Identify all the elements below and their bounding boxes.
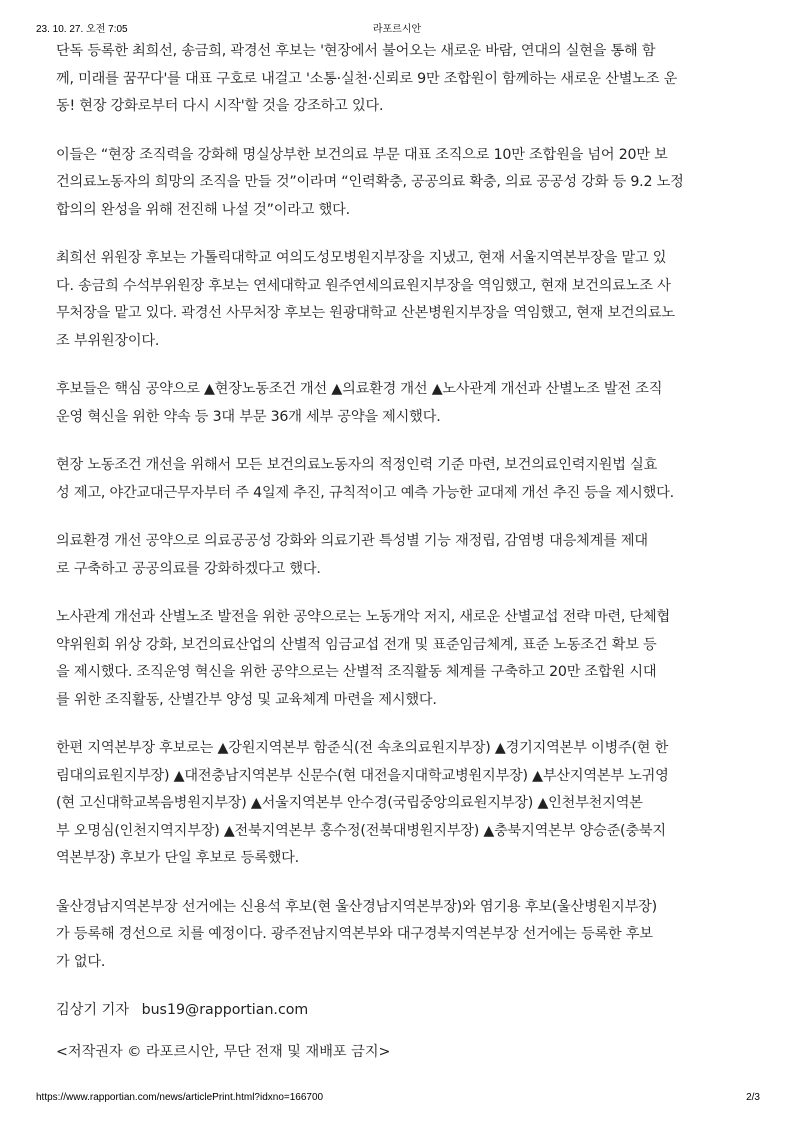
article-paragraph: [56, 735, 746, 873]
paragraph-line: 가 등록해 경선으로 치를 예정이다. 광주전남지역본부와 대구경북지역본부장 선거에는 등록한 후보: [56, 926, 653, 942]
author-name: 김상기 기자: [56, 1002, 130, 1018]
article-paragraph: [56, 528, 746, 583]
paragraph-line: 운영 혁신을 위한 약속 등 3대 부문 36개 세부 공약을 제시했다.: [56, 408, 441, 425]
paragraph-line: 조 부위원장이다.: [56, 332, 160, 349]
article-paragraph: [56, 142, 746, 225]
print-url: https://www.rapportian.com/news/articlePrint.html?idxno=166700: [36, 1092, 324, 1103]
article-paragraph: [56, 452, 746, 507]
paragraph-line: 부 오명심(인천지역지부장) ▲전북지역본부 홍수정(전북대병원지부장) ▲충북지역본부 양승준(충북지: [56, 822, 666, 839]
paragraph-line: 동! 현장 강화로부터 다시 시작'할 것을 강조하고 있다.: [56, 98, 384, 114]
paragraph-line: 건의료노동자의 희망의 조직을 만들 것”이라며 “인력확충, 공공의료 확충, 의료 공공성 강화 등 9.2 노정: [56, 174, 684, 190]
article-paragraph: [56, 245, 746, 355]
print-date: 23. 10. 27. 오전 7:05: [36, 24, 128, 35]
print-header: [0, 20, 794, 36]
paragraph-line: 현장 노동조건 개선을 위해서 모든 보건의료노동자의 적정인력 기준 마련, 보건의료인력지원법 실효: [56, 457, 658, 473]
paragraph-line: 께, 미래를 꿈꾸다'를 대표 구호로 내걸고 '소통·실천·신뢰로 9만 조합원이 함께하는 새로운 산별노조 운: [56, 70, 678, 87]
paragraph-line: 단독 등록한 최희선, 송금희, 곽경선 후보는 '현장에서 불어오는 새로운 바람, 연대의 실현을 통해 함: [56, 43, 656, 59]
print-footer: [0, 1092, 794, 1108]
copyright-notice: <저작권자 © 라포르시안, 무단 전재 및 재배포 금지>: [56, 1043, 391, 1060]
paragraph-line: 합의의 완성을 위해 전진해 나설 것”이라고 했다.: [56, 201, 350, 218]
paragraph-line: 림대의료원지부장) ▲대전충남지역본부 신문수(현 대전을지대학교병원지부장) ▲부산지역본부 노귀영: [56, 767, 669, 784]
paragraph-line: 을 제시했다. 조직운영 혁신을 위한 공약으로는 산별적 조직활동 체계를 구축하고 20만 조합원 시대: [56, 664, 657, 680]
paragraph-line: 로 구축하고 공공의료를 강화하겠다고 했다.: [56, 560, 321, 577]
paragraph-line: (현 고신대학교복음병원지부장) ▲서울지역본부 안수경(국립중앙의료원지부장) ▲인천부천지역본: [56, 795, 643, 811]
paragraph-line: 역본부장) 후보가 단일 후보로 등록했다.: [56, 850, 299, 866]
paragraph-line: 다. 송금희 수석부위원장 후보는 연세대학교 원주연세의료원지부장을 역임했고, 현재 보건의료노조 사: [56, 277, 671, 294]
paragraph-line: 가 없다.: [56, 953, 106, 970]
article-body: [56, 38, 746, 1066]
article-paragraph: [56, 604, 746, 714]
article-paragraph: [56, 894, 746, 977]
author-email: bus19@rapportian.com: [141, 1002, 309, 1018]
paragraph-line: 를 위한 조직활동, 산별간부 양성 및 교육체계 마련을 제시했다.: [56, 691, 437, 708]
paragraph-line: 약위원회 위상 강화, 보건의료산업의 산별적 임금교섭 전개 및 표준임금체계, 표준 노동조건 확보 등: [56, 636, 657, 653]
paragraph-line: 한편 지역본부장 후보로는 ▲강원지역본부 함준식(전 속초의료원지부장) ▲경기지역본부 이병주(현 한: [56, 740, 669, 756]
article-paragraph: [56, 376, 746, 431]
paragraph-line: 노사관계 개선과 산별노조 발전을 위한 공약으로는 노동개악 저지, 새로운 산별교섭 전략 마련, 단체협: [56, 609, 671, 625]
print-site-name: 라포르시안: [372, 24, 422, 35]
paragraph-line: 울산경남지역본부장 선거에는 신용석 후보(현 울산경남지역본부장)와 염기용 후보(울산병원지부장): [56, 898, 657, 915]
article-paragraphs: [56, 38, 746, 976]
paragraph-line: 의료환경 개선 공약으로 의료공공성 강화와 의료기관 특성별 기능 재정립, 감염병 대응체계를 제대: [56, 533, 648, 549]
article-paragraph: [56, 38, 746, 121]
page-number: 2/3: [746, 1092, 760, 1103]
paragraph-line: 후보들은 핵심 공약으로 ▲현장노동조건 개선 ▲의료환경 개선 ▲노사관계 개선과 산별노조 발전 조직: [56, 381, 663, 397]
byline: [56, 997, 746, 1025]
paragraph-line: 최희선 위원장 후보는 가톨릭대학교 여의도성모병원지부장을 지냈고, 현재 서울지역본부장을 맡고 있: [56, 250, 667, 266]
paragraph-line: 무처장을 맡고 있다. 곽경선 사무처장 후보는 원광대학교 산본병원지부장을 역임했고, 현재 보건의료노: [56, 305, 675, 321]
paragraph-line: 성 제고, 야간교대근무자부터 주 4일제 추진, 규칙적이고 예측 가능한 교대제 개선 추진 등을 제시했다.: [56, 484, 674, 501]
paragraph-line: 이들은 “현장 조직력을 강화해 명실상부한 보건의료 부문 대표 조직으로 10만 조합원을 넘어 20만 보: [56, 146, 668, 163]
